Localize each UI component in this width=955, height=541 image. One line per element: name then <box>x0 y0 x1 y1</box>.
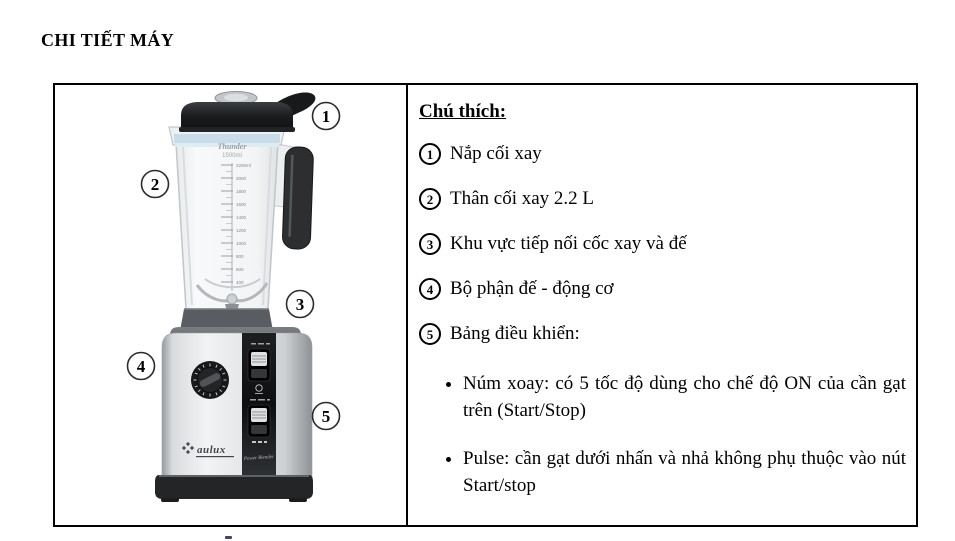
scale-label: 1400 <box>236 214 247 220</box>
circled-number: 2 <box>419 188 441 210</box>
circled-number: 4 <box>419 278 441 300</box>
speed-dial <box>191 361 229 399</box>
circled-number: 1 <box>419 143 441 165</box>
callout-number: 4 <box>136 357 146 376</box>
legend-item-label: Khu vực tiếp nối cốc xay và đế <box>450 233 687 254</box>
control-strip <box>242 333 276 477</box>
brand-script: Power Blender <box>243 454 275 463</box>
legend-item-label: Nắp cối xay <box>450 143 542 164</box>
bullet-item-text: Núm xoay: có 5 tốc độ dùng cho chế độ ON của cần gạt trên (Start/Stop) <box>463 373 906 421</box>
bullet-item-knob <box>463 370 906 424</box>
callout-number: 5 <box>321 407 331 426</box>
jar-lid <box>179 92 315 133</box>
callout-3 <box>287 291 314 318</box>
bullet-item-pulse <box>463 445 906 499</box>
scale-label: 1600 <box>236 201 247 207</box>
page-title: CHI TIẾT MÁY <box>41 30 175 50</box>
legend-item-2 <box>419 187 906 211</box>
bullet-item-text: Pulse: cần gạt dưới nhấn và nhả không phụ thuộc vào nút Start/stop <box>463 448 906 496</box>
legend-item-1 <box>419 142 906 166</box>
legend-item-3 <box>419 232 906 256</box>
scale-label: 800 <box>236 253 244 259</box>
scale-label: 1800 <box>236 188 247 194</box>
legend <box>408 85 916 525</box>
circled-number: 5 <box>419 323 441 345</box>
scale-label: 2200ml <box>236 162 251 168</box>
scale-label: 600 <box>236 266 244 272</box>
jar-brand-text: Thunder <box>217 142 247 151</box>
blender-illustration <box>55 85 406 525</box>
blender-figure-cell <box>55 85 408 525</box>
legend-title: Chú thích: <box>419 101 507 122</box>
base-body <box>162 333 312 477</box>
legend-item-label: Bảng điều khiển: <box>450 323 580 344</box>
legend-bullet-list <box>433 370 906 499</box>
toggle-switch-bottom <box>248 405 270 437</box>
jar-handle <box>282 147 314 250</box>
legend-item-4 <box>419 277 906 301</box>
legend-item-5 <box>419 322 906 346</box>
callout-4 <box>128 353 155 380</box>
brand-name-text: aulux <box>197 444 226 456</box>
parts-table <box>53 83 918 527</box>
callout-number: 2 <box>150 175 160 194</box>
toggle-switch-top <box>248 349 270 381</box>
legend-item-label: Bộ phận đế - động cơ <box>450 278 614 299</box>
legend-item-label: Thân cối xay 2.2 L <box>450 188 595 209</box>
callout-5 <box>313 403 340 430</box>
callout-number: 3 <box>295 295 305 314</box>
callout-number: 1 <box>321 107 331 126</box>
scale-label: 1200 <box>236 227 247 233</box>
callout-2 <box>142 171 169 198</box>
scale-label: 1000 <box>236 240 247 246</box>
callout-1 <box>313 103 340 130</box>
cropped-text-artifact <box>225 536 232 539</box>
scale-label: 400 <box>236 279 244 285</box>
plinth <box>155 475 313 502</box>
jar-capacity-text: 1500ml <box>222 153 242 159</box>
circled-number: 3 <box>419 233 441 255</box>
scale-label: 2000 <box>236 175 247 181</box>
